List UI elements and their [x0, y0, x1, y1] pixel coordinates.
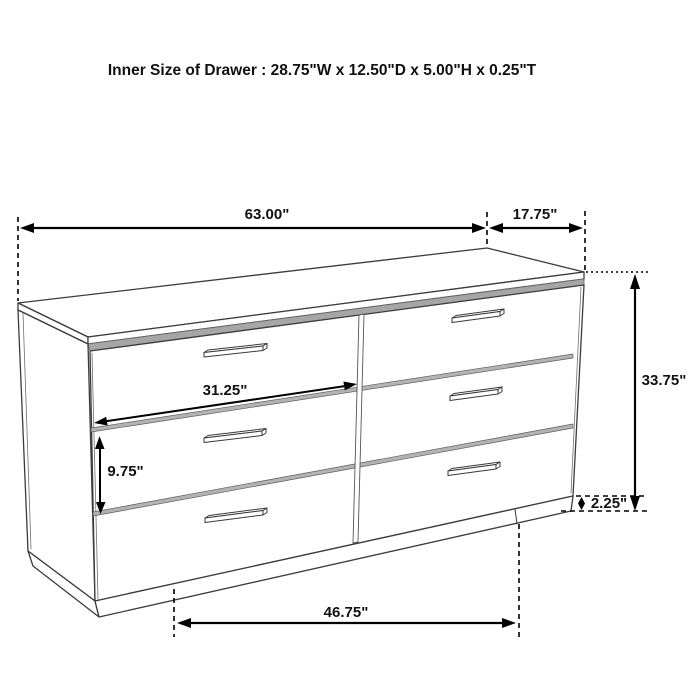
dim-base-height-arrow — [578, 497, 585, 510]
label-drawer-height: 9.75" — [107, 463, 144, 480]
label-top-depth: 17.75" — [512, 206, 558, 223]
title: Inner Size of Drawer : 28.75"W x 12.50"D x 5.00"H x 0.25"T — [107, 62, 537, 79]
label-top-width: 63.00" — [244, 206, 290, 223]
label-drawer-width: 31.25" — [202, 382, 248, 399]
label-base-width: 46.75" — [323, 604, 369, 621]
dresser — [18, 248, 584, 617]
label-base-height: 2.25" — [590, 495, 628, 512]
dim-height-arrow — [630, 274, 640, 511]
dim-top-width-arrow — [20, 223, 486, 233]
label-overall-height: 33.75" — [641, 372, 687, 389]
dim-top-depth-arrow — [489, 223, 583, 233]
